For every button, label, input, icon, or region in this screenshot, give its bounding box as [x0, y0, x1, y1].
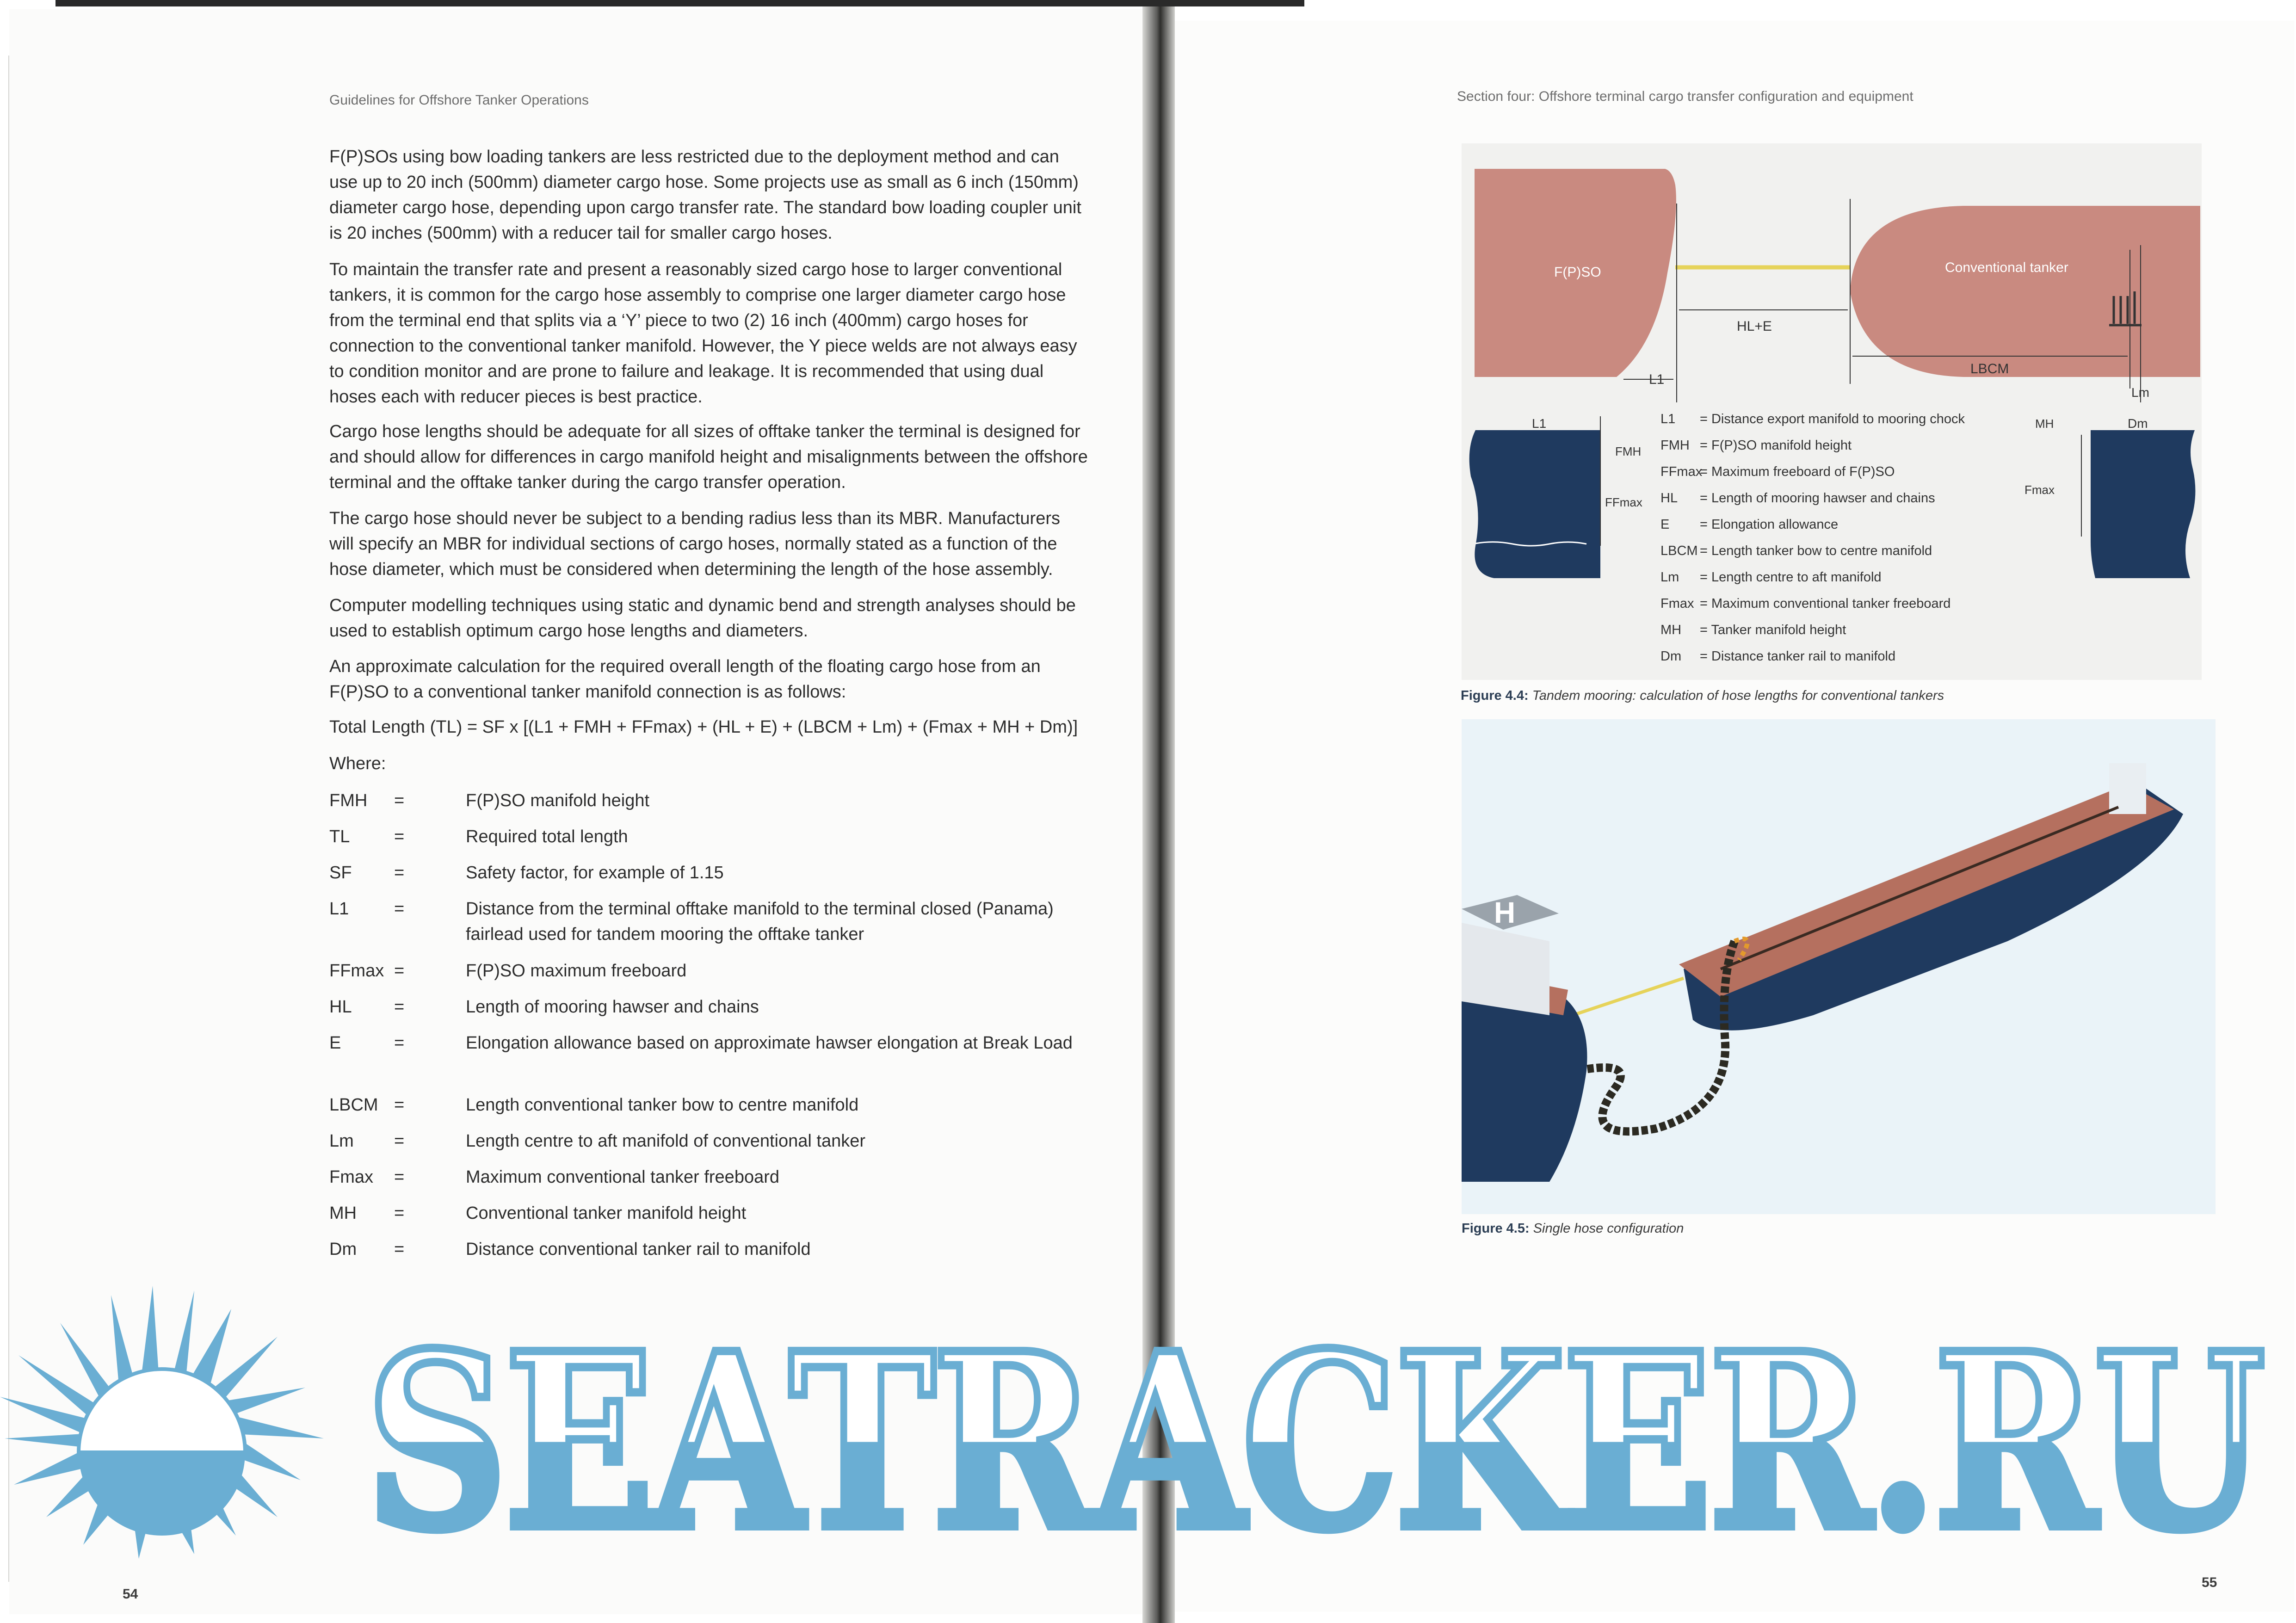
definition-desc: Conventional tanker manifold height	[466, 1203, 747, 1223]
top-edge-shadow	[56, 0, 1304, 6]
definition-equals: =	[394, 1203, 405, 1223]
tanker-superstructure	[2109, 763, 2146, 814]
definition-desc: Distance from the terminal offtake manifold to the terminal closed (Panama) fairlead used for tandem mooring the offtake tanker	[466, 899, 1054, 944]
definition-term: LBCM	[329, 1095, 378, 1115]
lm-label: Lm	[2131, 385, 2149, 400]
l1-label: L1	[1649, 372, 1665, 387]
figure-4-5-caption	[1462, 1221, 1684, 1236]
definition-equals: =	[394, 863, 405, 882]
definition-desc: Length conventional tanker bow to centre manifold	[466, 1095, 859, 1115]
legend-desc: = Maximum freeboard of F(P)SO	[1700, 464, 1895, 479]
mh-label: MH	[2035, 417, 2054, 431]
definition-equals: =	[394, 997, 405, 1017]
fpso-label: F(P)SO	[1554, 265, 1601, 280]
definition-term: FMH	[329, 791, 368, 810]
tanker-plan-shape	[1850, 206, 2200, 377]
paragraph-3: Cargo hose lengths should be adequate for all sizes of offtake tanker the terminal is designed for and should allow for differences in cargo manifold height and misalignments between the offshore terminal and the offtake tanker during the cargo transfer operation.	[329, 422, 1088, 492]
definition-term: Fmax	[329, 1167, 373, 1187]
figure-4-4-diagram	[1462, 143, 2202, 680]
right-running-head: Section four: Offshore terminal cargo transfer configuration and equipment	[1457, 89, 1913, 104]
definition-term: SF	[329, 863, 352, 882]
fmh-label: FMH	[1615, 444, 1642, 458]
definition-desc: Distance conventional tanker rail to manifold	[466, 1240, 811, 1259]
legend-desc: = F(P)SO manifold height	[1700, 438, 1852, 453]
legend-symbol: Dm	[1660, 649, 1682, 664]
definition-equals: =	[394, 1167, 405, 1187]
definition-equals: =	[394, 827, 405, 846]
paragraph-1: F(P)SOs using bow loading tankers are less restricted due to the deployment method and can use up to 20 inch (500mm) diameter cargo hose. Some projects use as small as 6 inch (150mm) diameter cargo hose, depending upon cargo transfer rate. The standard bow loading coupler unit is 20 inches (500mm) with a reducer tail for smaller cargo hoses.	[329, 147, 1081, 243]
seatracker-watermark	[0, 1286, 2296, 1563]
legend-symbol: HL	[1660, 491, 1678, 506]
definition-equals: =	[394, 791, 405, 810]
caption-text: Single hose configuration	[1533, 1221, 1684, 1236]
left-running-head: Guidelines for Offshore Tanker Operations	[329, 93, 589, 108]
sun-bottom-half	[79, 1452, 245, 1536]
paragraph-4: The cargo hose should never be subject to a bending radius less than its MBR. Manufacturers will specify an MBR for individual sections of cargo hoses, normally stated as a function of the hose diameter, which must be considered when determining the length of the hose assembly.	[329, 509, 1060, 579]
sun-logo	[0, 1286, 324, 1559]
tanker-elevation-hull	[2091, 430, 2195, 578]
caption-label: Figure 4.4:	[1461, 688, 1529, 703]
legend-symbol: FFmax	[1660, 464, 1703, 479]
watermark-text: SEATRACKER.RU	[365, 1301, 2263, 1563]
definition-equals: =	[394, 961, 405, 981]
legend-desc: = Distance export manifold to mooring chock	[1700, 412, 1965, 426]
definition-desc: Required total length	[466, 827, 628, 846]
legend-symbol: E	[1660, 517, 1670, 532]
legend-desc: = Length of mooring hawser and chains	[1700, 491, 1935, 506]
l1-elevation-label: L1	[1532, 416, 1547, 431]
hl-e-label: HL+E	[1737, 319, 1772, 334]
definition-desc: Safety factor, for example of 1.15	[466, 863, 724, 882]
paragraph-5: Computer modelling techniques using static and dynamic bend and strength analyses should be used to establish optimum cargo hose lengths and diameters.	[329, 596, 1076, 641]
figure-4-4-caption	[1461, 688, 1944, 704]
definition-desc: F(P)SO maximum freeboard	[466, 961, 687, 981]
caption-text: Tandem mooring: calculation of hose lengths for conventional tankers	[1532, 688, 1944, 703]
definition-equals: =	[394, 899, 405, 919]
paragraph-2: To maintain the transfer rate and present a reasonably sized cargo hose to larger conventional tankers, it is common for the cargo hose assembly to comprise one larger diameter cargo hose from the terminal end that splits via a ‘Y’ piece to two (2) 16 inch (400mm) cargo hoses for connection to the conventional tanker manifold. However, the Y piece welds are not always easy to condition monitor and are prone to failure and leakage. It is recommended that using dual hoses each with reducer pieces is best practice.	[329, 260, 1077, 407]
definition-term: MH	[329, 1203, 357, 1223]
definition-term: E	[329, 1033, 341, 1053]
definition-equals: =	[394, 1240, 405, 1259]
legend-desc: = Length tanker bow to centre manifold	[1700, 543, 1932, 558]
left-page-number: 54	[123, 1586, 138, 1602]
definition-desc: Length centre to aft manifold of conventional tanker	[466, 1131, 865, 1151]
fpso-elevation-hull	[1469, 430, 1600, 578]
legend-desc: = Distance tanker rail to manifold	[1700, 649, 1896, 664]
figure-4-5-illustration	[1462, 719, 2216, 1214]
lbcm-label: LBCM	[1970, 361, 2009, 376]
definition-term: Lm	[329, 1131, 354, 1151]
definition-desc: Length of mooring hawser and chains	[466, 997, 759, 1017]
legend-symbol: L1	[1660, 412, 1676, 426]
definition-term: HL	[329, 997, 352, 1017]
helipad-letter: H	[1494, 896, 1516, 929]
fmax-label: Fmax	[2024, 483, 2055, 497]
definition-term: Dm	[329, 1240, 357, 1259]
definition-term: FFmax	[329, 961, 384, 981]
definition-term: TL	[329, 827, 350, 846]
legend-desc: = Tanker manifold height	[1700, 623, 1846, 637]
tanker-label: Conventional tanker	[1945, 260, 2068, 275]
legend-desc: = Maximum conventional tanker freeboard	[1700, 596, 1951, 611]
definition-desc: F(P)SO manifold height	[466, 791, 650, 810]
legend-symbol: MH	[1660, 623, 1682, 637]
legend-desc: = Elongation allowance	[1700, 517, 1839, 532]
legend-desc: = Length centre to aft manifold	[1700, 570, 1882, 585]
definition-term: L1	[329, 899, 349, 919]
definition-equals: =	[394, 1095, 405, 1115]
definition-equals: =	[394, 1131, 405, 1151]
right-page-number: 55	[2202, 1575, 2217, 1590]
definition-equals: =	[394, 1033, 405, 1053]
legend-symbol: FMH	[1660, 438, 1690, 453]
dm-label: Dm	[2128, 416, 2148, 431]
legend-symbol: Lm	[1660, 570, 1679, 585]
legend-symbol: LBCM	[1660, 543, 1698, 558]
paragraph-6: An approximate calculation for the required overall length of the floating cargo hose from an F(P)SO to a conventional tanker manifold connection is as follows:	[329, 657, 1041, 702]
ffmax-label: FFmax	[1605, 495, 1642, 509]
legend-symbol: Fmax	[1660, 596, 1694, 611]
definition-desc: Maximum conventional tanker freeboard	[466, 1167, 780, 1187]
where-label: Where:	[329, 754, 386, 773]
total-length-formula: Total Length (TL) = SF x [(L1 + FMH + FFmax) + (HL + E) + (LBCM + Lm) + (Fmax + MH + Dm)]	[329, 717, 1078, 737]
caption-label: Figure 4.5:	[1462, 1221, 1530, 1236]
definition-desc: Elongation allowance based on approximate hawser elongation at Break Load	[466, 1033, 1073, 1053]
